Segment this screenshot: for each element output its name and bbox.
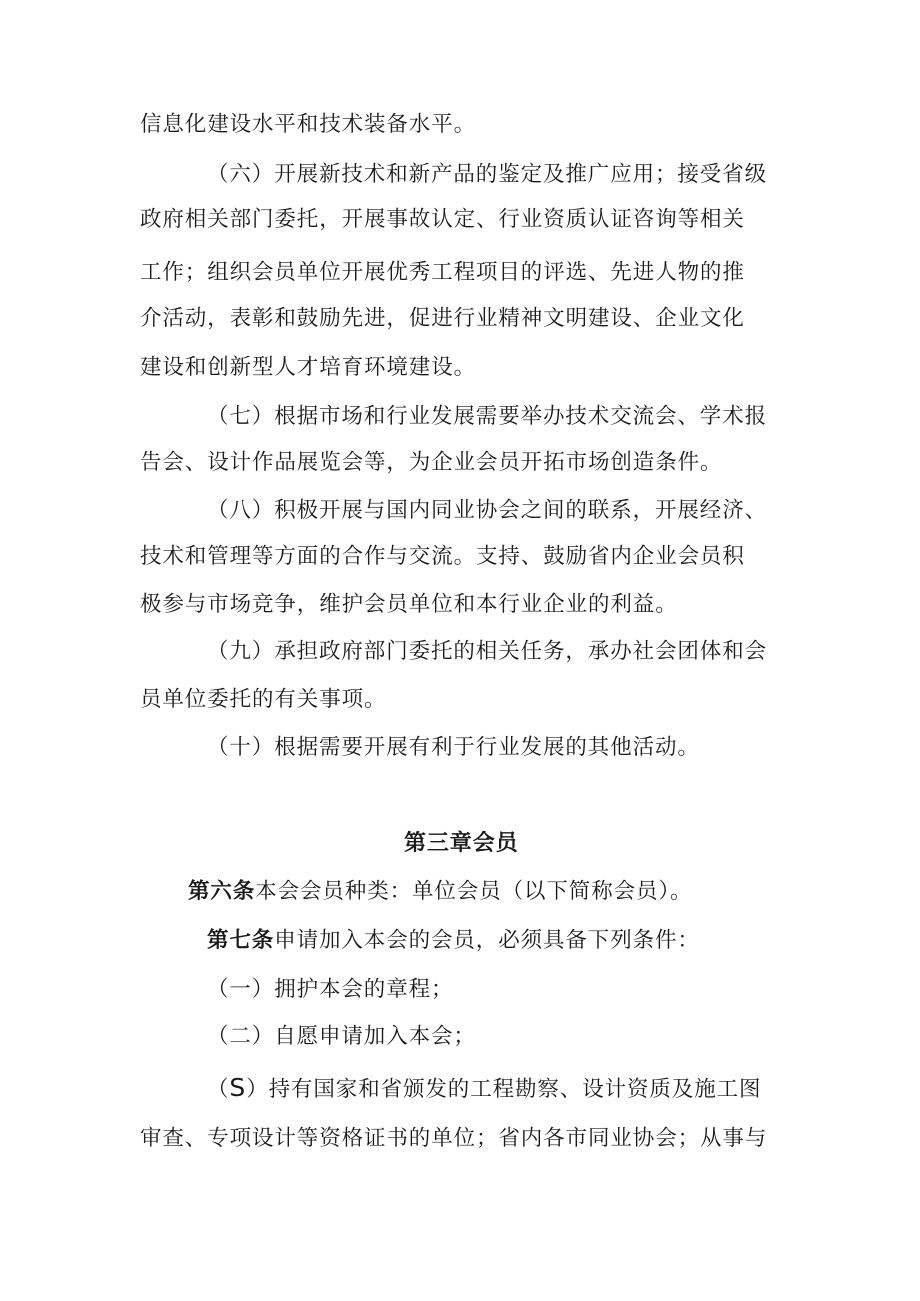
chapter-title: 第三章会员 [404,831,519,856]
article-6-label: 第六条 [188,879,256,904]
text-line: 极参与市场竞争，维护会员单位和本行业企业的利益。 [140,592,678,617]
article-7-label: 第七条 [207,928,275,953]
condition-3-open: （ [207,1077,230,1102]
text-line: 信息化建设水平和技术装备水平。 [140,112,477,137]
text-line: 工作；组织会员单位开展优秀工程项目的评选、先进人物的推 [140,260,745,285]
text-line: 介活动，表彰和鼓励先进，促进行业精神文明建设、企业文化 [140,306,745,331]
text-line: 建设和创新型人才培育环境建设。 [140,355,477,380]
text-line: （八）积极开展与国内同业协会之间的联系，开展经济、 [207,498,768,523]
article-6-text: 本会会员种类：单位会员（以下简称会员）。 [255,879,693,904]
article-7 [207,926,700,956]
condition-3-mark: S [229,1073,247,1102]
text-line: 告会、设计作品展览会等，为企业会员开拓市场创造条件。 [140,450,723,475]
text-line: （六）开展新技术和新产品的鉴定及推广应用；接受省级 [207,162,768,187]
text-line: 技术和管理等方面的合作与交流。支持、鼓励省内企业会员积 [140,544,745,569]
text-line: 政府相关部门委托，开展事故认定、行业资质认证咨询等相关 [140,207,745,232]
condition-2: （二）自愿申请加入本会； [207,1024,476,1049]
text-line: （十）根据需要开展有利于行业发展的其他活动。 [207,735,700,760]
text-line: （七）根据市场和行业发展需要举办技术交流会、学术报 [207,404,768,429]
article-6 [188,877,692,907]
text-line: （九）承担政府部门委托的相关任务，承办社会团体和会 [207,639,768,664]
article-7-text: 申请加入本会的会员，必须具备下列条件： [274,928,700,953]
condition-3-text: 持有国家和省颁发的工程勘察、设计资质及施工图 [268,1077,762,1102]
condition-3 [207,1073,761,1105]
condition-3-close: ） [246,1077,269,1102]
condition-1: （一）拥护本会的章程； [207,977,454,1002]
condition-3-continued: 审查、专项设计等资格证书的单位；省内各市同业协会；从事与 [140,1126,768,1151]
text-line: 员单位委托的有关事项。 [140,687,387,712]
